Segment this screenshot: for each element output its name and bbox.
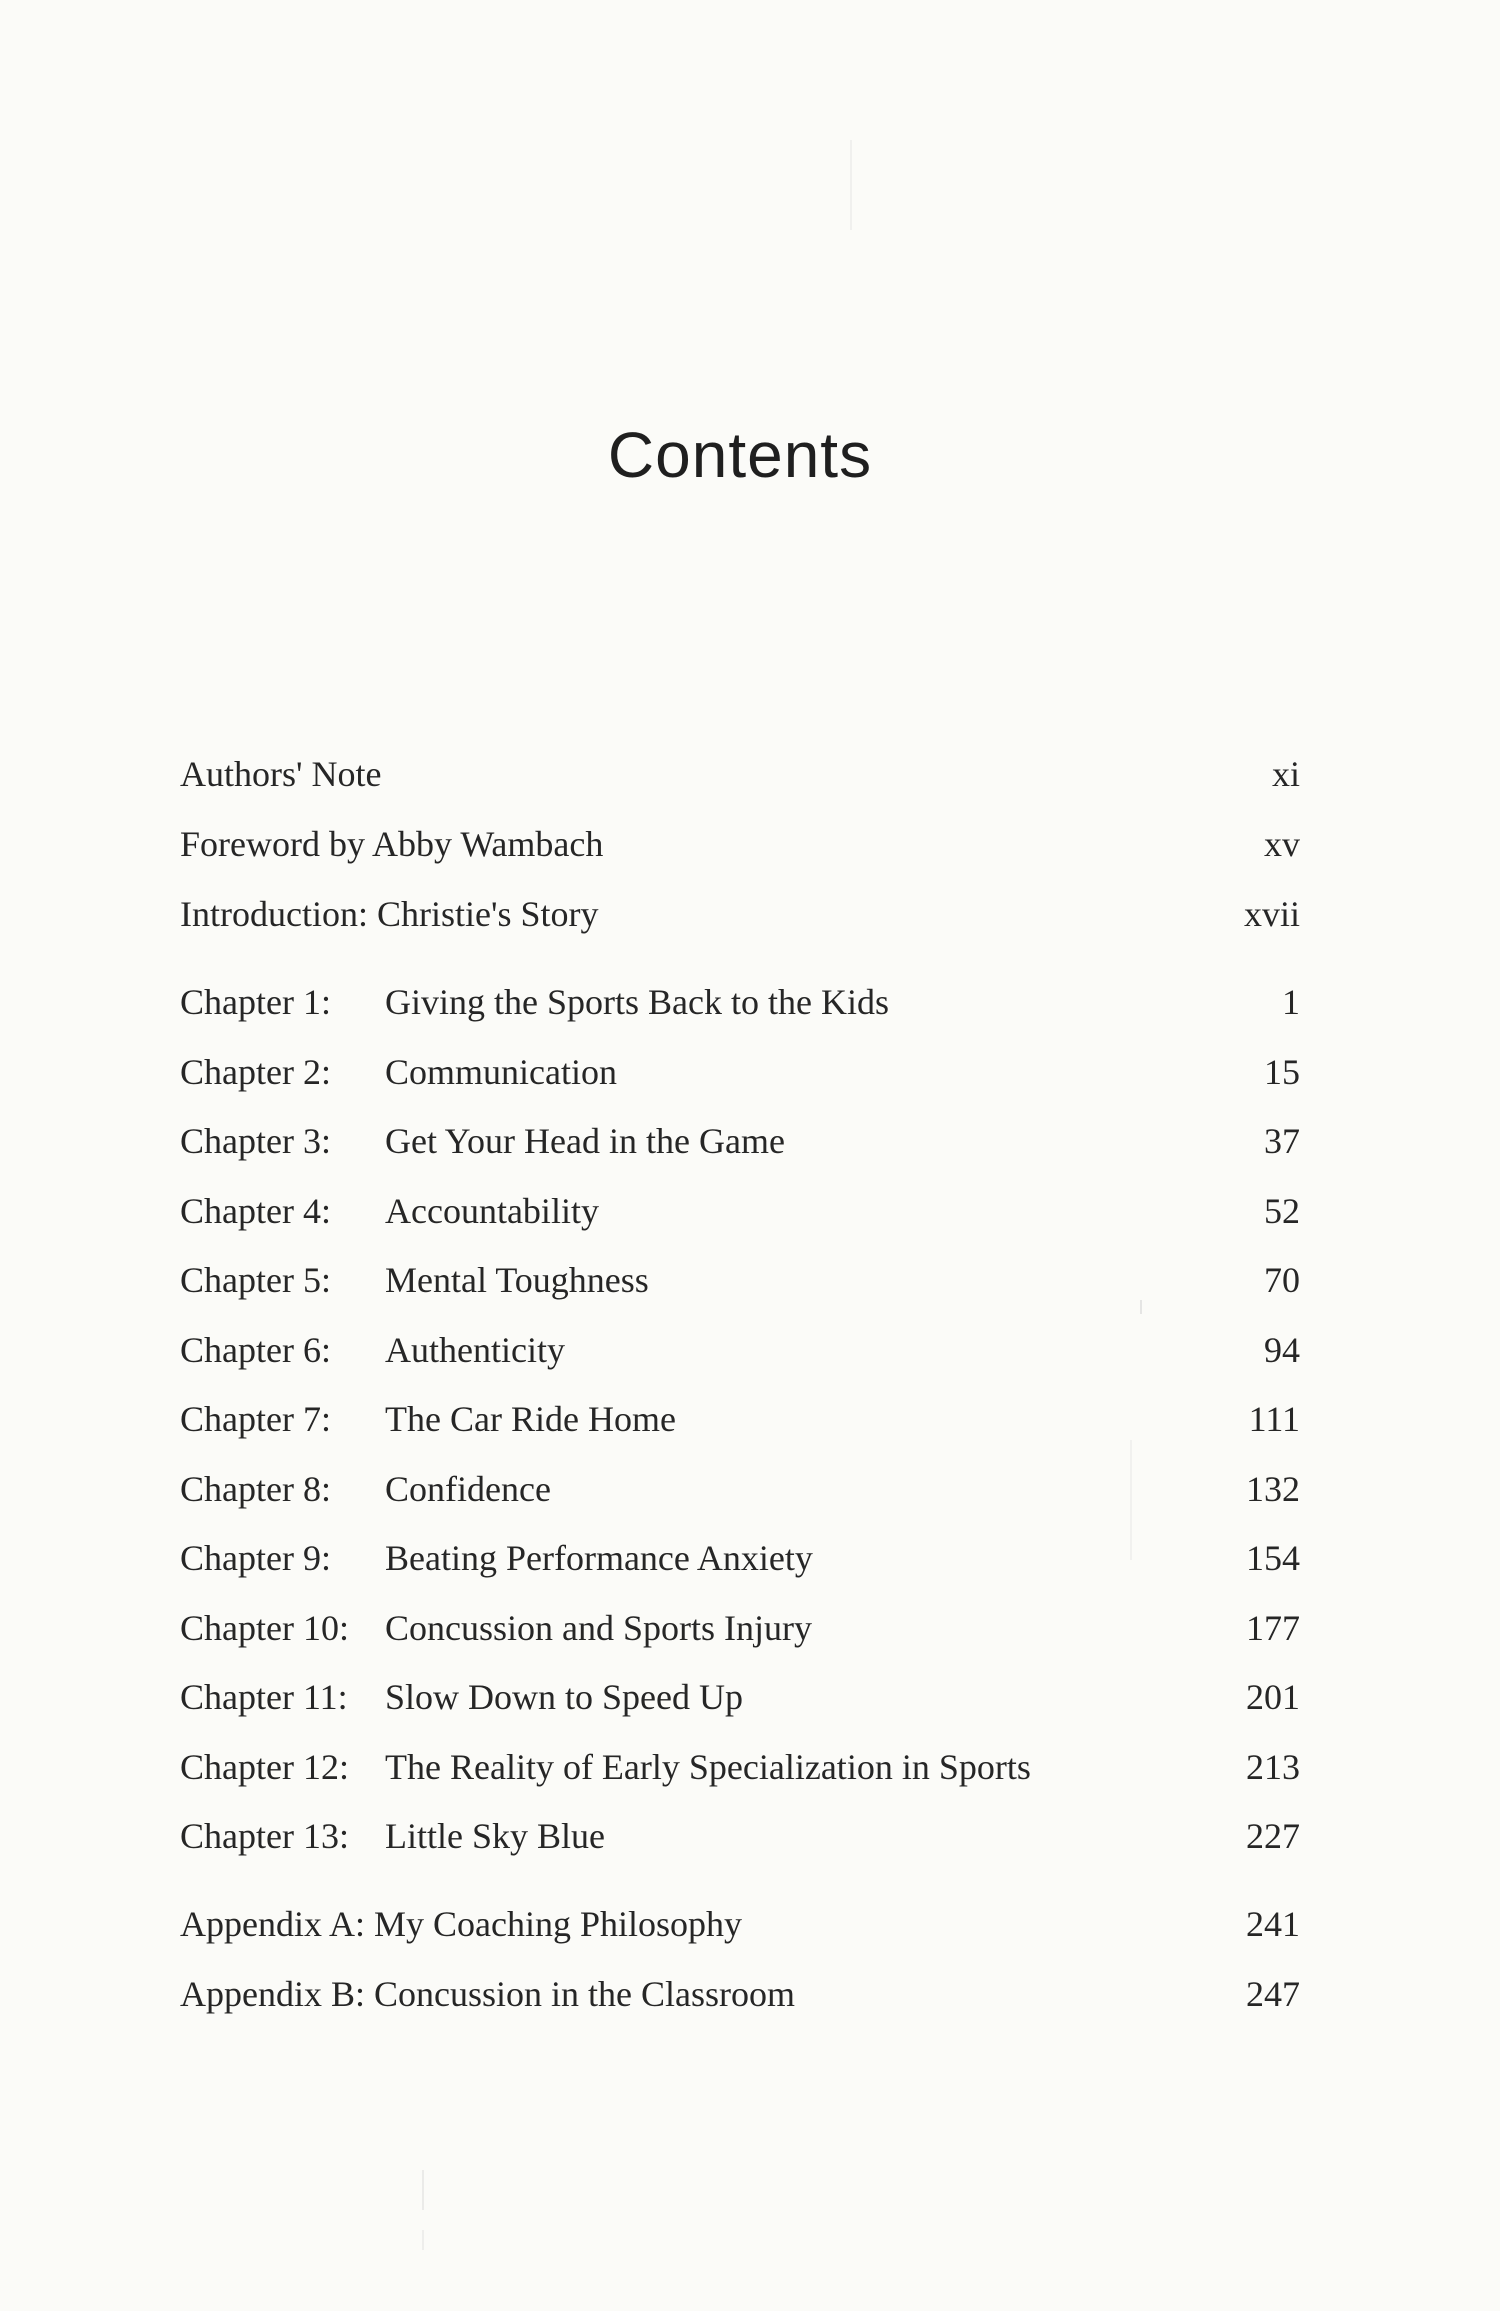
chapter-title: Slow Down to Speed Up — [385, 1677, 743, 1717]
toc-entry-title: Appendix A: My Coaching Philosophy — [180, 1904, 743, 1944]
toc-entry-chapter-10[interactable] — [180, 1600, 1300, 1656]
toc-entry-appendix-b[interactable] — [180, 1966, 1300, 2022]
toc-entry-page: 52 — [1264, 1191, 1300, 1231]
toc-entry-page: 247 — [1246, 1974, 1300, 2014]
chapter-title: Communication — [385, 1052, 617, 1092]
toc-entry-chapter-6[interactable] — [180, 1322, 1300, 1378]
chapter-number: Chapter 7: — [180, 1399, 331, 1439]
toc-entry-chapter-2[interactable] — [180, 1044, 1300, 1100]
chapter-number: Chapter 1: — [180, 982, 331, 1022]
toc-entry-appendix-a[interactable] — [180, 1896, 1300, 1952]
toc-entry-foreword[interactable] — [180, 816, 1300, 872]
chapter-title: Concussion and Sports Injury — [385, 1608, 812, 1648]
scan-artifact — [422, 2170, 424, 2210]
chapter-title: Giving the Sports Back to the Kids — [385, 982, 889, 1022]
toc-entry-title: Authors' Note — [180, 754, 382, 794]
toc-entry-chapter-8[interactable] — [180, 1461, 1300, 1517]
chapter-title: Accountability — [385, 1191, 599, 1231]
chapter-title: Confidence — [385, 1469, 551, 1509]
toc-entry-title: Appendix B: Concussion in the Classroom — [180, 1974, 795, 2014]
chapter-number: Chapter 2: — [180, 1052, 331, 1092]
chapter-number: Chapter 4: — [180, 1191, 331, 1231]
toc-entry-page: xi — [1271, 754, 1300, 794]
toc-entry-chapter-12[interactable] — [180, 1739, 1300, 1795]
toc-entry-title: Introduction: Christie's Story — [180, 894, 599, 934]
page-title: Contents — [607, 419, 873, 491]
chapter-number: Chapter 10: — [180, 1608, 349, 1648]
toc-entry-chapter-13[interactable] — [180, 1808, 1300, 1864]
toc-entry-page: 132 — [1246, 1469, 1300, 1509]
toc-entry-page: xv — [1264, 824, 1300, 864]
toc-entry-chapter-5[interactable] — [180, 1252, 1300, 1308]
toc-entry-chapter-7[interactable] — [180, 1391, 1300, 1447]
toc-entry-chapter-9[interactable] — [180, 1530, 1300, 1586]
toc-entry-page: 213 — [1246, 1747, 1300, 1787]
chapter-title: The Car Ride Home — [385, 1399, 676, 1439]
toc-entry-page: 177 — [1246, 1608, 1300, 1648]
toc-entry-chapter-4[interactable] — [180, 1183, 1300, 1239]
chapter-title: Mental Toughness — [385, 1260, 649, 1300]
chapter-number: Chapter 13: — [180, 1816, 349, 1856]
chapter-title: Little Sky Blue — [385, 1816, 605, 1856]
chapter-number: Chapter 9: — [180, 1538, 331, 1578]
toc-entry-page: 154 — [1246, 1538, 1300, 1578]
toc-entry-title: Foreword by Abby Wambach — [180, 824, 604, 864]
toc-entry-page: 227 — [1246, 1816, 1300, 1856]
scan-artifact — [1140, 1300, 1142, 1314]
chapter-title: Authenticity — [385, 1330, 565, 1370]
toc-entry-page: 15 — [1264, 1052, 1300, 1092]
chapter-number: Chapter 8: — [180, 1469, 331, 1509]
toc-entry-page: 37 — [1264, 1121, 1300, 1161]
chapter-number: Chapter 5: — [180, 1260, 331, 1300]
toc-entry-page: 111 — [1248, 1399, 1300, 1439]
chapter-number: Chapter 3: — [180, 1121, 331, 1161]
toc-entry-page: 241 — [1246, 1904, 1300, 1944]
scan-artifact — [850, 140, 852, 230]
scan-artifact — [1130, 1440, 1132, 1560]
toc-entry-authors-note[interactable] — [180, 746, 1300, 802]
toc-entry-chapter-3[interactable] — [180, 1113, 1300, 1169]
chapter-title: Get Your Head in the Game — [385, 1121, 785, 1161]
toc-entry-page: 70 — [1264, 1260, 1300, 1300]
toc-entry-chapter-1[interactable] — [180, 974, 1300, 1030]
toc-entry-chapter-11[interactable] — [180, 1669, 1300, 1725]
chapter-number: Chapter 6: — [180, 1330, 331, 1370]
chapter-title: Beating Performance Anxiety — [385, 1538, 813, 1578]
toc-entry-page: 201 — [1246, 1677, 1300, 1717]
chapter-number: Chapter 11: — [180, 1677, 348, 1717]
chapter-number: Chapter 12: — [180, 1747, 349, 1787]
toc-entry-page: 94 — [1264, 1330, 1300, 1370]
chapter-title: The Reality of Early Specialization in Sports — [385, 1747, 1031, 1787]
toc-entry-page: xvii — [1243, 894, 1300, 934]
toc-entry-introduction[interactable] — [180, 886, 1300, 942]
toc-entry-page: 1 — [1282, 982, 1300, 1022]
scan-artifact — [422, 2230, 424, 2250]
